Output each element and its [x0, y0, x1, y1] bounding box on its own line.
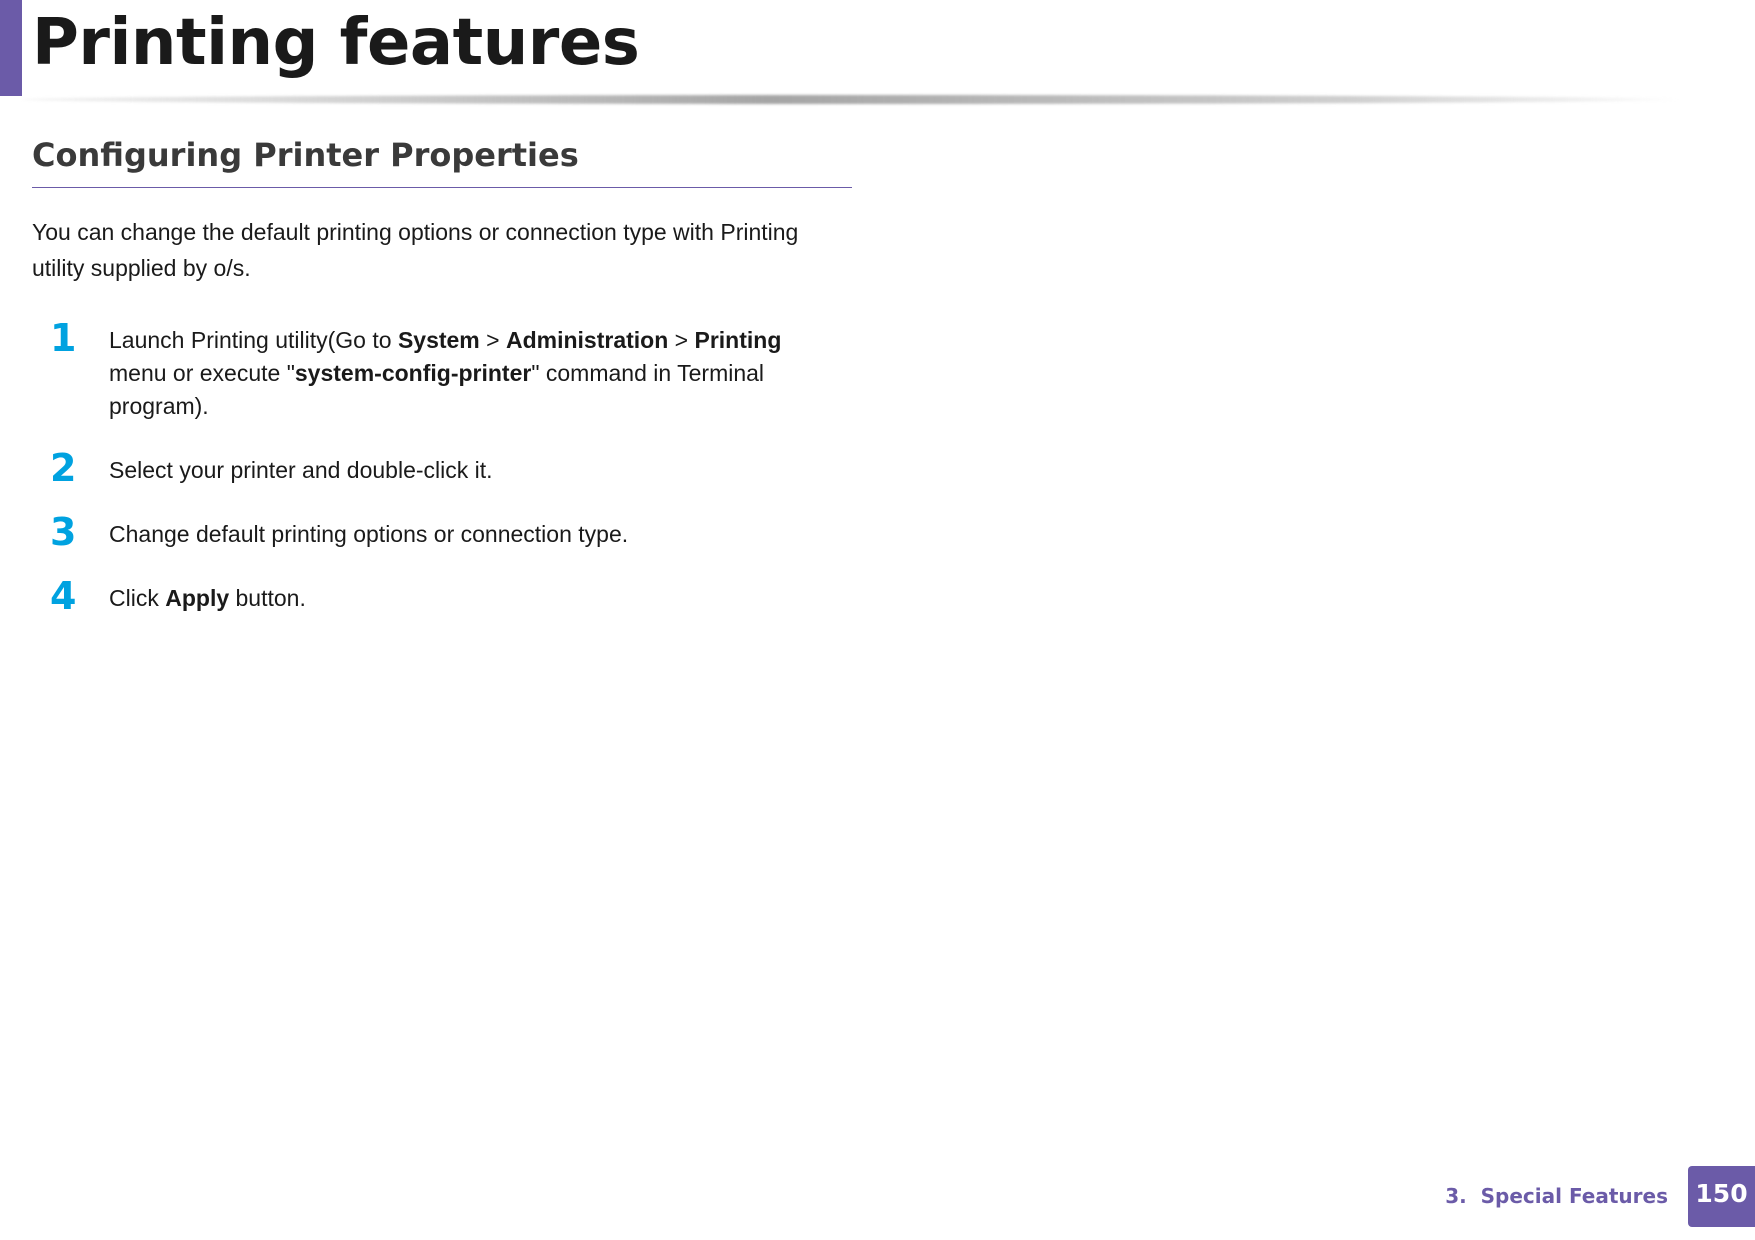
step-text-part: Click [109, 585, 166, 611]
step-text-part: Select your printer and double-click it. [109, 457, 493, 483]
step-number: 1 [50, 316, 77, 360]
page-number-badge: 150 [1688, 1166, 1755, 1227]
title-divider [22, 95, 1682, 104]
step-text-part: > [479, 327, 506, 353]
step-text-part: Launch Printing utility(Go to [109, 327, 398, 353]
step-text-part: menu or execute " [109, 360, 295, 386]
title-accent-bar [0, 0, 22, 96]
section-heading: Configuring Printer Properties [32, 136, 579, 174]
apply-term: Apply [165, 585, 230, 611]
step-text-part: > [668, 327, 695, 353]
menu-administration-term: Administration [505, 327, 669, 353]
intro-paragraph: You can change the default printing options or connection type with Printing utility supplied by o/s. [32, 219, 799, 281]
step-number: 4 [50, 574, 77, 618]
command-term: system-config-printer [294, 360, 532, 386]
section-divider [32, 187, 852, 188]
step-text [109, 454, 819, 487]
step-number: 3 [50, 510, 77, 554]
page-title: Printing features [32, 6, 640, 80]
menu-system-term: System [397, 327, 480, 353]
step-number: 2 [50, 446, 77, 490]
footer-chapter-label: 3. Special Features [1445, 1184, 1668, 1208]
step-text [109, 582, 819, 615]
step-text-part: button. [229, 585, 306, 611]
step-text [109, 518, 819, 551]
step-text-part: " command in Terminal program). [109, 360, 765, 419]
step-text [109, 324, 819, 423]
menu-printing-term: Printing [694, 327, 782, 353]
step-text-part: Change default printing options or connection type. [109, 521, 629, 547]
